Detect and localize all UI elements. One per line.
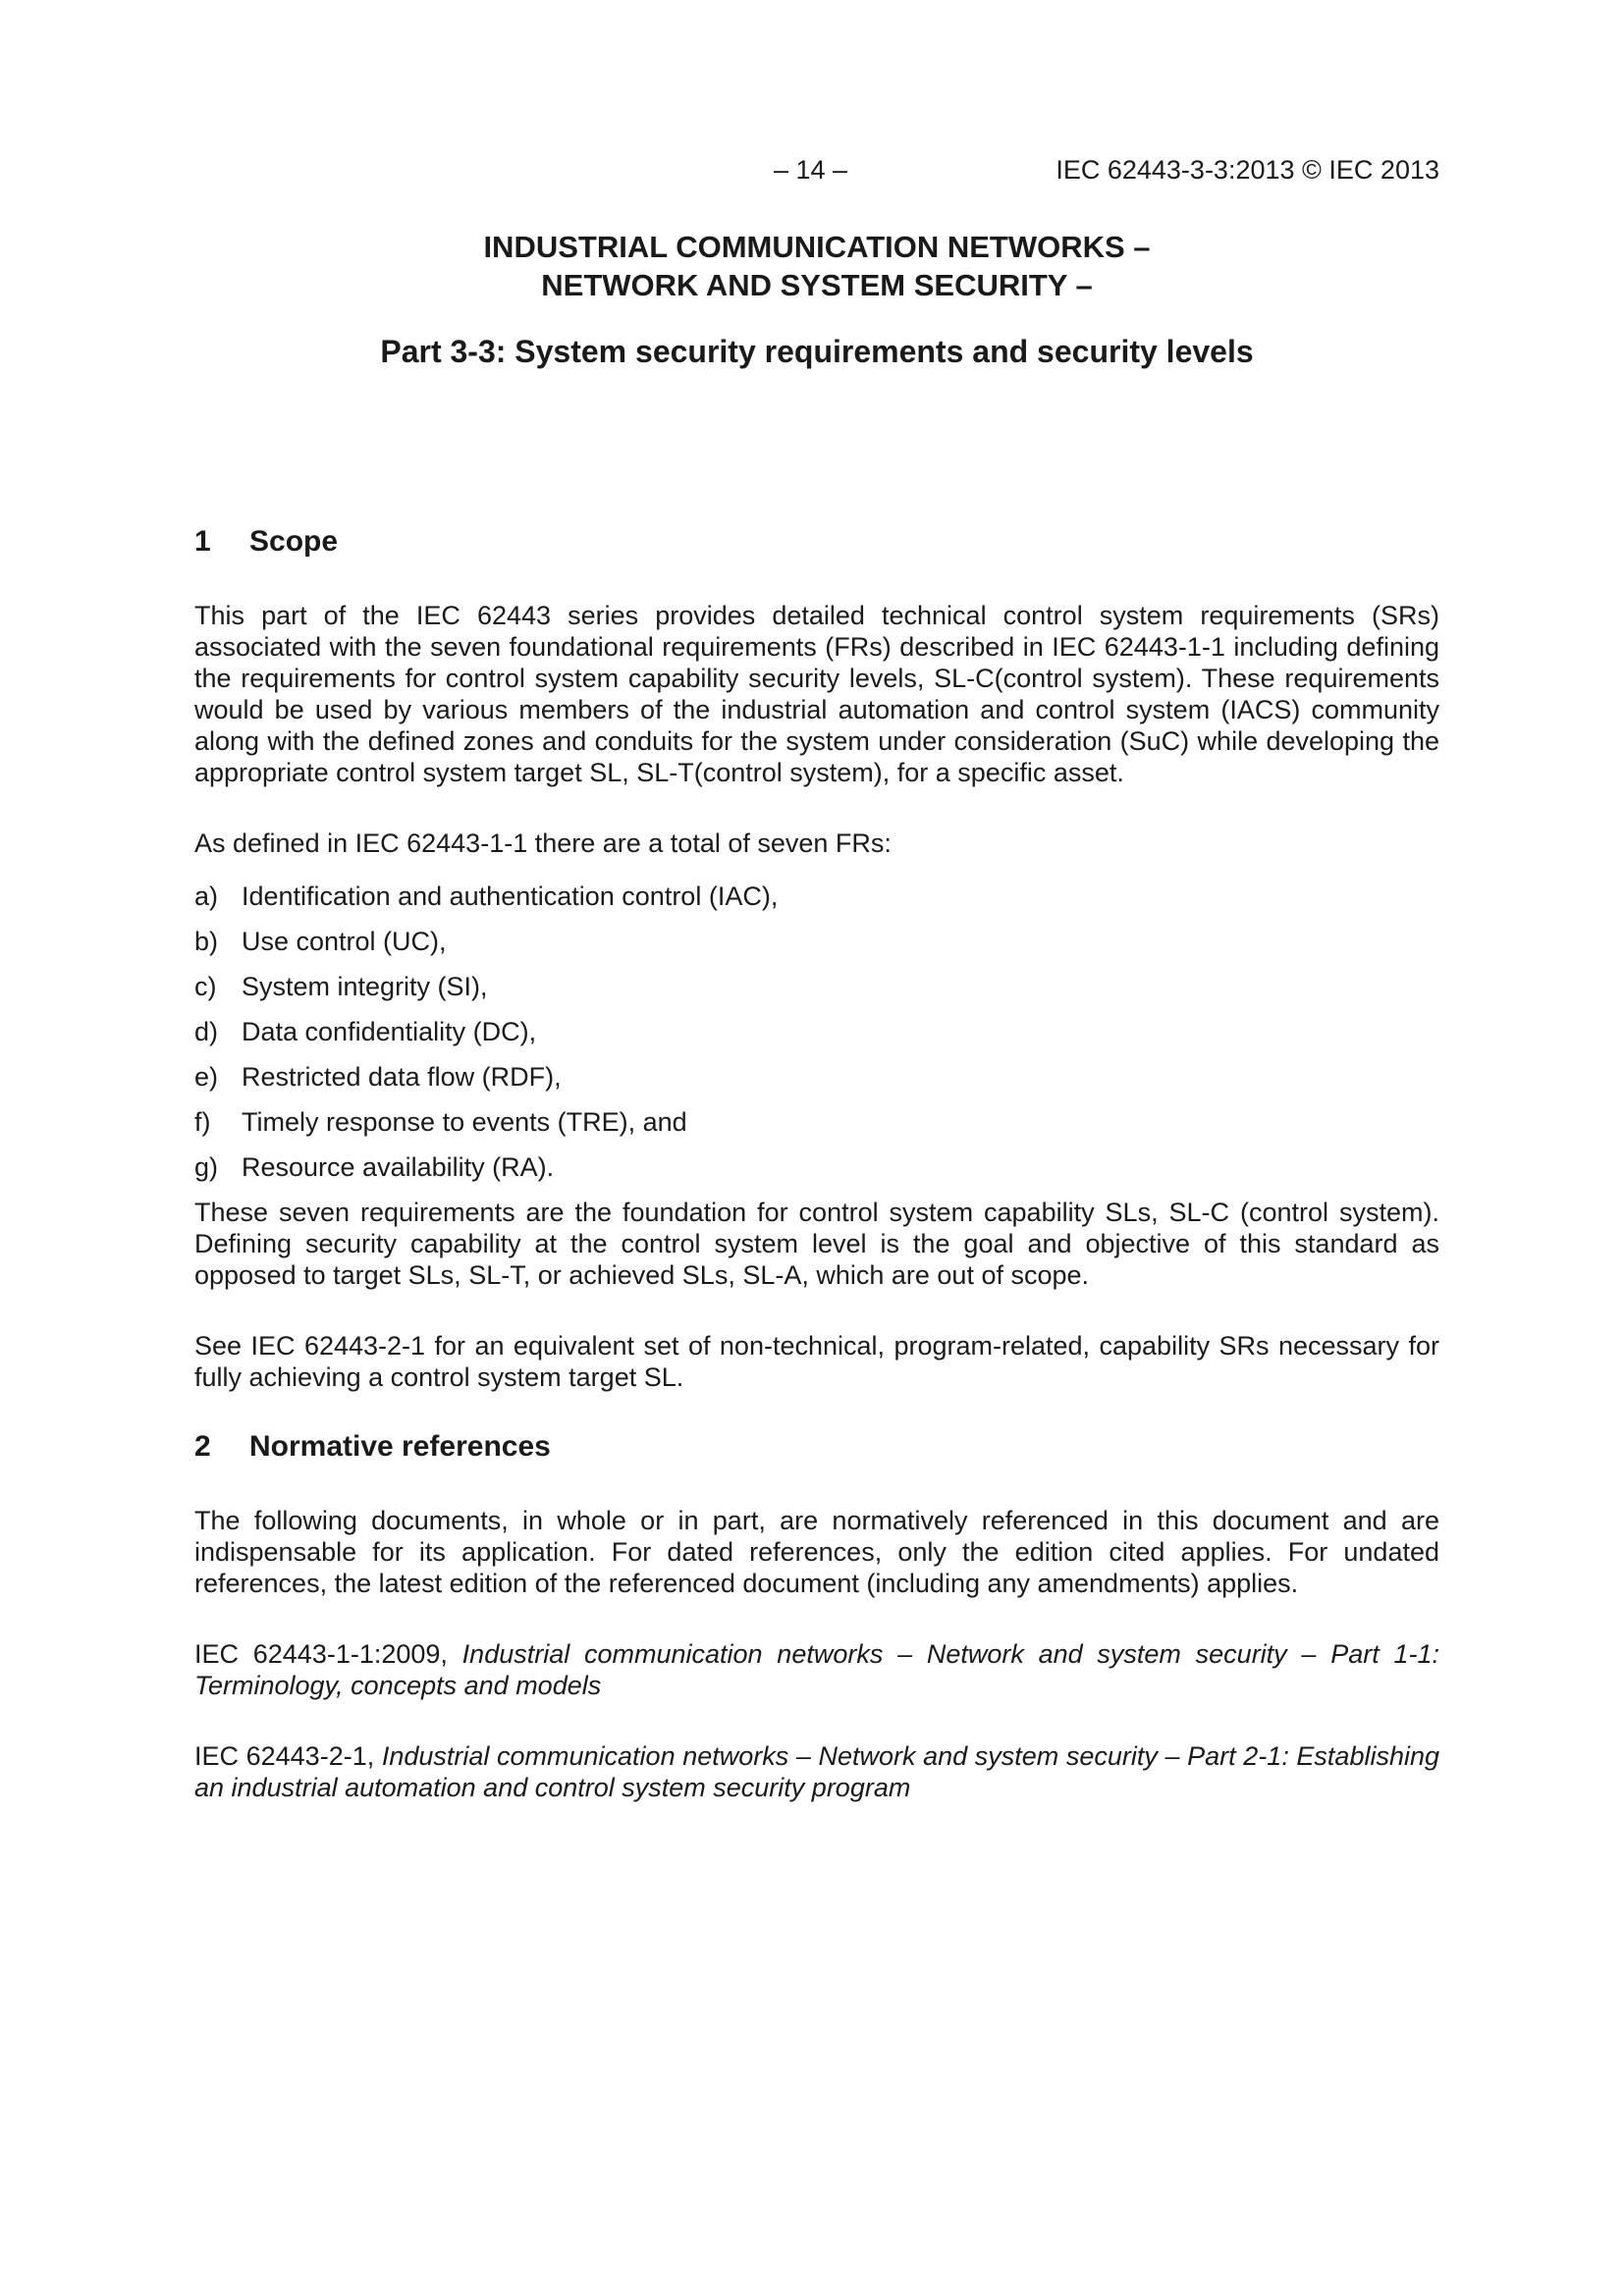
page-header bbox=[194, 147, 1439, 187]
section-title: Normative references bbox=[249, 1430, 551, 1463]
section-number: 2 bbox=[194, 1430, 211, 1463]
list-letter: d) bbox=[194, 1017, 219, 1046]
list-item bbox=[194, 1106, 1439, 1138]
document-page bbox=[194, 147, 1439, 1803]
list-letter: c) bbox=[194, 972, 217, 1001]
list-letter: a) bbox=[194, 881, 219, 911]
reference-entry bbox=[194, 1740, 1439, 1803]
reference-title: Industrial communication networks – Network and system security – Part 2-1: Establishing an industrial automation and control system security program bbox=[194, 1741, 1440, 1802]
section-heading-normative-references bbox=[194, 1430, 1439, 1464]
normative-paragraph-1: The following documents, in whole or in part, are normatively referenced in this document and are indispensable for its application. For dated references, only the edition cited applies. For undated references, the latest edition of the referenced document (including any amendments) applies. bbox=[194, 1506, 1439, 1598]
document-title bbox=[194, 228, 1439, 304]
section-number: 1 bbox=[194, 525, 211, 558]
scope-paragraph-3: These seven requirements are the foundation for control system capability SLs, SL-C (control system). Defining security capability at the control system level is the goal and objective of this standard as opposed to target SLs, SL-T, or achieved SLs, SL-A, which are out of scope. bbox=[194, 1198, 1439, 1290]
list-item bbox=[194, 1061, 1439, 1093]
list-letter: g) bbox=[194, 1152, 219, 1182]
section-title: Scope bbox=[249, 525, 339, 558]
list-item bbox=[194, 1151, 1439, 1183]
title-line-1: INDUSTRIAL COMMUNICATION NETWORKS – bbox=[483, 230, 1151, 264]
title-line-2: NETWORK AND SYSTEM SECURITY – bbox=[541, 268, 1093, 302]
list-letter: f) bbox=[194, 1107, 211, 1137]
list-text: System integrity (SI), bbox=[242, 972, 488, 1001]
reference-id: IEC 62443‑2‑1, bbox=[194, 1741, 382, 1771]
list-item bbox=[194, 971, 1439, 1002]
list-text: Resource availability (RA). bbox=[242, 1152, 555, 1182]
section-heading-scope bbox=[194, 525, 1439, 559]
scope-paragraph-4: See IEC 62443‑2‑1 for an equivalent set of non-technical, program-related, capability SRs necessary for fully achieving a control system target SL. bbox=[194, 1331, 1439, 1392]
list-item bbox=[194, 926, 1439, 957]
list-item bbox=[194, 881, 1439, 912]
page-number: – 14 – bbox=[774, 155, 848, 185]
list-text: Identification and authentication control (IAC), bbox=[242, 881, 779, 911]
fr-list bbox=[194, 881, 1439, 1183]
reference-title: Industrial communication networks – Network and system security – Part 1-1: Terminology, concepts and models bbox=[194, 1639, 1439, 1700]
document-subtitle: Part 3-3: System security requirements and security levels bbox=[380, 334, 1254, 369]
list-text: Data confidentiality (DC), bbox=[242, 1017, 537, 1046]
list-text: Restricted data flow (RDF), bbox=[242, 1062, 562, 1092]
scope-paragraph-2: As defined in IEC 62443‑1‑1 there are a total of seven FRs: bbox=[194, 828, 892, 858]
scope-paragraph-1: This part of the IEC 62443 series provides detailed technical control system requirements (SRs) associated with the seven foundational requirements (FRs) described in IEC 62443‑1‑1 including defining the requirements for control system capability security levels, SL-C(control system). These requirements would be used by various members of the industrial automation and control system (IACS) community along with the defined zones and conduits for the system under consideration (SuC) while developing the appropriate control system target SL, SL-T(control system), for a specific asset. bbox=[194, 601, 1439, 787]
list-item bbox=[194, 1016, 1439, 1047]
reference-id: IEC 62443‑1‑1:2009, bbox=[194, 1639, 462, 1669]
document-reference: IEC 62443-3-3:2013 © IEC 2013 bbox=[1056, 155, 1439, 185]
list-letter: e) bbox=[194, 1062, 219, 1092]
list-text: Timely response to events (TRE), and bbox=[242, 1107, 687, 1137]
list-letter: b) bbox=[194, 927, 219, 956]
list-text: Use control (UC), bbox=[242, 927, 447, 956]
reference-entry bbox=[194, 1638, 1439, 1701]
